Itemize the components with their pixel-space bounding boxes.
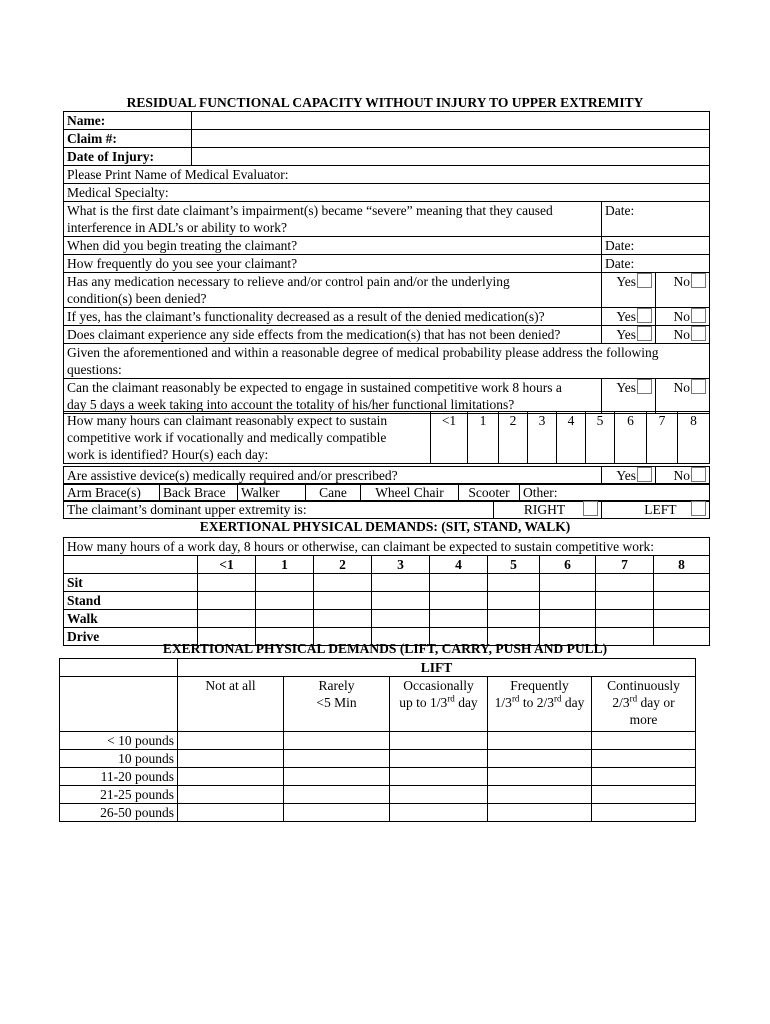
doi-label: Date of Injury: <box>64 148 192 166</box>
q7-line2: day 5 days a week taking into account the totality of his/her functional limitations? <box>67 397 515 412</box>
q4-line1: Has any medication necessary to relieve and/or control pain and/or the underlying <box>67 274 510 289</box>
col-header: 1 <box>256 556 314 574</box>
col-freq-end: day <box>561 695 585 710</box>
col-header: 5 <box>488 556 540 574</box>
no-label: No <box>673 380 691 395</box>
col-header: 8 <box>654 556 710 574</box>
table-row <box>60 786 696 804</box>
col-freq-a: 1/3 <box>494 695 512 710</box>
hours-table <box>63 411 710 464</box>
grid-cell[interactable] <box>372 610 430 628</box>
checkbox[interactable] <box>637 379 652 394</box>
device-wheel-chair[interactable]: Wheel Chair <box>361 484 459 502</box>
yes-label: Yes <box>616 468 636 483</box>
q7-cell <box>64 379 602 414</box>
grid-cell[interactable] <box>256 574 314 592</box>
grid-cell[interactable] <box>430 610 488 628</box>
col-occ-sup: rd <box>447 693 455 704</box>
col-rarely-line1: Rarely <box>318 678 355 693</box>
grid-cell[interactable] <box>592 786 696 804</box>
q8-line3: work is identified? Hour(s) each day: <box>67 447 269 462</box>
col-freq-line2 <box>491 694 588 711</box>
hours-option[interactable]: 8 <box>678 412 710 464</box>
main-form-table <box>63 111 710 414</box>
grid-cell[interactable] <box>592 804 696 822</box>
q4-line2: condition(s) been denied? <box>67 291 207 306</box>
grid-cell[interactable] <box>592 768 696 786</box>
device-back-brace[interactable]: Back Brace <box>160 484 238 502</box>
grid-cell[interactable] <box>256 592 314 610</box>
yes-label: Yes <box>616 327 636 342</box>
q7-no[interactable] <box>656 379 710 414</box>
hours-option[interactable]: 7 <box>647 412 678 464</box>
right-label: RIGHT <box>523 502 566 517</box>
col-freq-a-sup: rd <box>511 693 520 704</box>
yes-label: Yes <box>616 380 636 395</box>
hours-option[interactable]: 3 <box>528 412 557 464</box>
evaluator-field[interactable] <box>64 166 710 184</box>
grid-cell[interactable] <box>540 592 596 610</box>
q2-date-field[interactable] <box>602 237 710 255</box>
q9-yes[interactable] <box>602 467 656 485</box>
q7-line1: Can the claimant reasonably be expected to engage in sustained competitive work 8 hours a <box>67 380 562 395</box>
checkbox[interactable] <box>691 326 706 341</box>
table-row <box>60 768 696 786</box>
yes-label: Yes <box>616 274 636 289</box>
col-continuously <box>592 677 696 732</box>
claim-label: Claim #: <box>64 130 192 148</box>
grid-cell[interactable] <box>390 768 488 786</box>
col-header: 6 <box>540 556 596 574</box>
dominant-left[interactable] <box>602 501 710 519</box>
col-header: 4 <box>430 556 488 574</box>
grid-cell[interactable] <box>430 574 488 592</box>
exertional-sit-table <box>63 537 710 646</box>
grid-cell[interactable] <box>592 750 696 768</box>
col-header: 2 <box>314 556 372 574</box>
exertional-sit-heading: EXERTIONAL PHYSICAL DEMANDS: (SIT, STAND, WALK) <box>199 519 571 534</box>
device-walker[interactable]: Walker <box>238 484 306 502</box>
grid-cell[interactable] <box>284 750 390 768</box>
checkbox[interactable] <box>637 308 652 323</box>
no-label: No <box>673 309 691 324</box>
col-occ-fraction: up to 1/3 <box>399 695 448 710</box>
grid-cell[interactable] <box>284 786 390 804</box>
grid-cell[interactable] <box>488 804 592 822</box>
row-label-21-25: 21-25 pounds <box>60 786 178 804</box>
doi-field[interactable] <box>192 148 710 166</box>
grid-cell[interactable] <box>488 610 540 628</box>
q6-yes[interactable] <box>602 326 656 344</box>
grid-cell[interactable] <box>390 750 488 768</box>
evaluator-label: Please Print Name of Medical Evaluator: <box>67 167 289 182</box>
grid-cell[interactable] <box>284 768 390 786</box>
row-label-walk: Walk <box>64 610 198 628</box>
q5-text: If yes, has the claimant’s functionality decreased as a result of the denied medication(s)? <box>64 308 602 326</box>
row-label-10: 10 pounds <box>60 750 178 768</box>
q1-date-label: Date: <box>605 203 635 218</box>
no-label: No <box>673 274 691 289</box>
grid-cell[interactable] <box>314 574 372 592</box>
col-freq-b: to 2/3 <box>519 695 554 710</box>
no-label: No <box>673 327 691 342</box>
name-label: Name: <box>64 112 192 130</box>
dominant-right[interactable] <box>494 501 602 519</box>
q7-yes[interactable] <box>602 379 656 414</box>
q9-text: Are assistive device(s) medically required and/or prescribed? <box>64 467 602 485</box>
col-not-at-all: Not at all <box>178 677 284 732</box>
form-title: RESIDUAL FUNCTIONAL CAPACITY WITHOUT INJURY TO UPPER EXTREMITY <box>126 95 644 110</box>
grid-cell[interactable] <box>430 592 488 610</box>
checkbox[interactable] <box>691 501 706 516</box>
q4-cell <box>64 273 602 308</box>
grid-cell[interactable] <box>488 574 540 592</box>
grid-cell[interactable] <box>198 574 256 592</box>
col-header: 7 <box>596 556 654 574</box>
grid-cell[interactable] <box>284 732 390 750</box>
col-rarely <box>284 677 390 732</box>
q4-no[interactable] <box>656 273 710 308</box>
grid-cell[interactable] <box>314 592 372 610</box>
corner-cell <box>64 556 198 574</box>
grid-cell[interactable] <box>198 610 256 628</box>
col-header: <1 <box>198 556 256 574</box>
device-cane[interactable]: Cane <box>306 484 361 502</box>
q6-no[interactable] <box>656 326 710 344</box>
lift-corner-2 <box>60 677 178 732</box>
q5-no[interactable] <box>656 308 710 326</box>
checkbox[interactable] <box>637 326 652 341</box>
q3-date-label: Date: <box>605 256 635 271</box>
q9-no[interactable] <box>656 467 710 485</box>
col-freq-line1: Frequently <box>510 678 569 693</box>
given-cell <box>64 344 710 379</box>
grid-cell[interactable] <box>256 610 314 628</box>
q1-cell <box>64 202 602 237</box>
q3-date-field[interactable] <box>602 255 710 273</box>
grid-cell[interactable] <box>314 610 372 628</box>
grid-cell[interactable] <box>488 592 540 610</box>
grid-cell[interactable] <box>390 732 488 750</box>
grid-cell[interactable] <box>198 592 256 610</box>
q3-text: How frequently do you see your claimant? <box>64 255 602 273</box>
hours-option[interactable]: 5 <box>586 412 615 464</box>
exertional-lift-heading: EXERTIONAL PHYSICAL DEMANDS (LIFT, CARRY, PUSH AND PULL) <box>162 641 608 656</box>
row-label-stand: Stand <box>64 592 198 610</box>
table-row <box>60 732 696 750</box>
col-occasionally <box>390 677 488 732</box>
grid-cell[interactable] <box>178 750 284 768</box>
checkbox[interactable] <box>691 308 706 323</box>
given-line1: Given the aforementioned and within a reasonable degree of medical probability please address the following <box>67 345 659 360</box>
row-label-sit: Sit <box>64 574 198 592</box>
grid-cell[interactable] <box>372 592 430 610</box>
grid-cell[interactable] <box>654 610 710 628</box>
grid-cell[interactable] <box>488 786 592 804</box>
grid-cell[interactable] <box>540 610 596 628</box>
col-occ-end: day <box>454 695 478 710</box>
col-freq-b-sup: rd <box>553 693 562 704</box>
hours-option[interactable]: 4 <box>557 412 586 464</box>
grid-cell[interactable] <box>488 732 592 750</box>
grid-cell[interactable] <box>592 732 696 750</box>
col-cont-line1: Continuously <box>607 678 680 693</box>
hours-option[interactable]: 1 <box>468 412 499 464</box>
col-rarely-line2: <5 Min <box>316 695 357 710</box>
grid-cell[interactable] <box>540 574 596 592</box>
grid-cell[interactable] <box>178 786 284 804</box>
row-label-26-50: 26-50 pounds <box>60 804 178 822</box>
given-line2: questions: <box>67 362 122 377</box>
name-field[interactable] <box>192 112 710 130</box>
grid-cell[interactable] <box>654 592 710 610</box>
table-row <box>60 804 696 822</box>
row-label-drive: Drive <box>64 628 198 646</box>
col-cont-line3: more <box>629 712 658 727</box>
col-occ-line1: Occasionally <box>403 678 474 693</box>
exertional-sit-question: How many hours of a work day, 8 hours or otherwise, can claimant be expected to sustain competitive work: <box>64 538 710 556</box>
q2-date-label: Date: <box>605 238 635 253</box>
device-other[interactable]: Other: <box>520 484 710 502</box>
lift-header: LIFT <box>178 659 696 677</box>
specialty-field[interactable] <box>64 184 710 202</box>
hours-option[interactable]: 2 <box>499 412 528 464</box>
grid-cell[interactable] <box>390 786 488 804</box>
q8-cell <box>64 412 431 464</box>
q5-yes[interactable] <box>602 308 656 326</box>
device-scooter[interactable]: Scooter <box>459 484 520 502</box>
col-occ-line2 <box>393 694 484 711</box>
grid-cell[interactable] <box>372 574 430 592</box>
col-cont-line2 <box>595 694 692 711</box>
hours-option[interactable]: <1 <box>431 412 468 464</box>
dominant-label: The claimant’s dominant upper extremity is: <box>64 501 494 519</box>
table-row <box>64 592 710 610</box>
checkbox[interactable] <box>691 273 706 288</box>
col-cont-sup: rd <box>629 693 638 704</box>
grid-cell[interactable] <box>178 804 284 822</box>
row-label-lt10: < 10 pounds <box>60 732 178 750</box>
q4-yes[interactable] <box>602 273 656 308</box>
col-frequently <box>488 677 592 732</box>
no-label: No <box>673 468 690 483</box>
q8-line1: How many hours can claimant reasonably expect to sustain <box>67 413 388 428</box>
grid-cell[interactable] <box>284 804 390 822</box>
q1-line2: interference in ADL’s or ability to work? <box>67 220 287 235</box>
col-header: 3 <box>372 556 430 574</box>
grid-cell[interactable] <box>654 574 710 592</box>
checkbox[interactable] <box>583 501 598 516</box>
checkbox[interactable] <box>637 467 652 482</box>
grid-cell[interactable] <box>178 768 284 786</box>
exertional-lift-table <box>59 658 696 822</box>
checkbox[interactable] <box>691 467 706 482</box>
grid-cell[interactable] <box>488 768 592 786</box>
q8-line2: competitive work if vocationally and medically compatible <box>67 430 387 445</box>
table-row <box>60 750 696 768</box>
claim-field[interactable] <box>192 130 710 148</box>
grid-cell[interactable] <box>178 732 284 750</box>
table-row <box>64 574 710 592</box>
hours-option[interactable]: 6 <box>615 412 647 464</box>
specialty-label: Medical Specialty: <box>67 185 169 200</box>
grid-cell[interactable] <box>390 804 488 822</box>
q6-text: Does claimant experience any side effects from the medication(s) that has not been denied? <box>64 326 602 344</box>
q1-line1: What is the first date claimant’s impairment(s) became “severe” meaning that they caused <box>67 203 553 218</box>
grid-cell[interactable] <box>596 610 654 628</box>
device-arm-brace[interactable]: Arm Brace(s) <box>64 484 160 502</box>
checkbox[interactable] <box>691 379 706 394</box>
col-cont-fraction: 2/3 <box>612 695 630 710</box>
col-cont-end: day or <box>637 695 675 710</box>
grid-cell[interactable] <box>488 750 592 768</box>
table-row <box>64 610 710 628</box>
q2-text: When did you begin treating the claimant? <box>64 237 602 255</box>
q1-date-field[interactable] <box>602 202 710 237</box>
grid-cell[interactable] <box>596 574 654 592</box>
yes-label: Yes <box>616 309 636 324</box>
dominant-table <box>63 500 710 519</box>
grid-cell[interactable] <box>596 592 654 610</box>
lift-corner <box>60 659 178 677</box>
row-label-11-20: 11-20 pounds <box>60 768 178 786</box>
left-label: LEFT <box>644 502 677 517</box>
checkbox[interactable] <box>637 273 652 288</box>
